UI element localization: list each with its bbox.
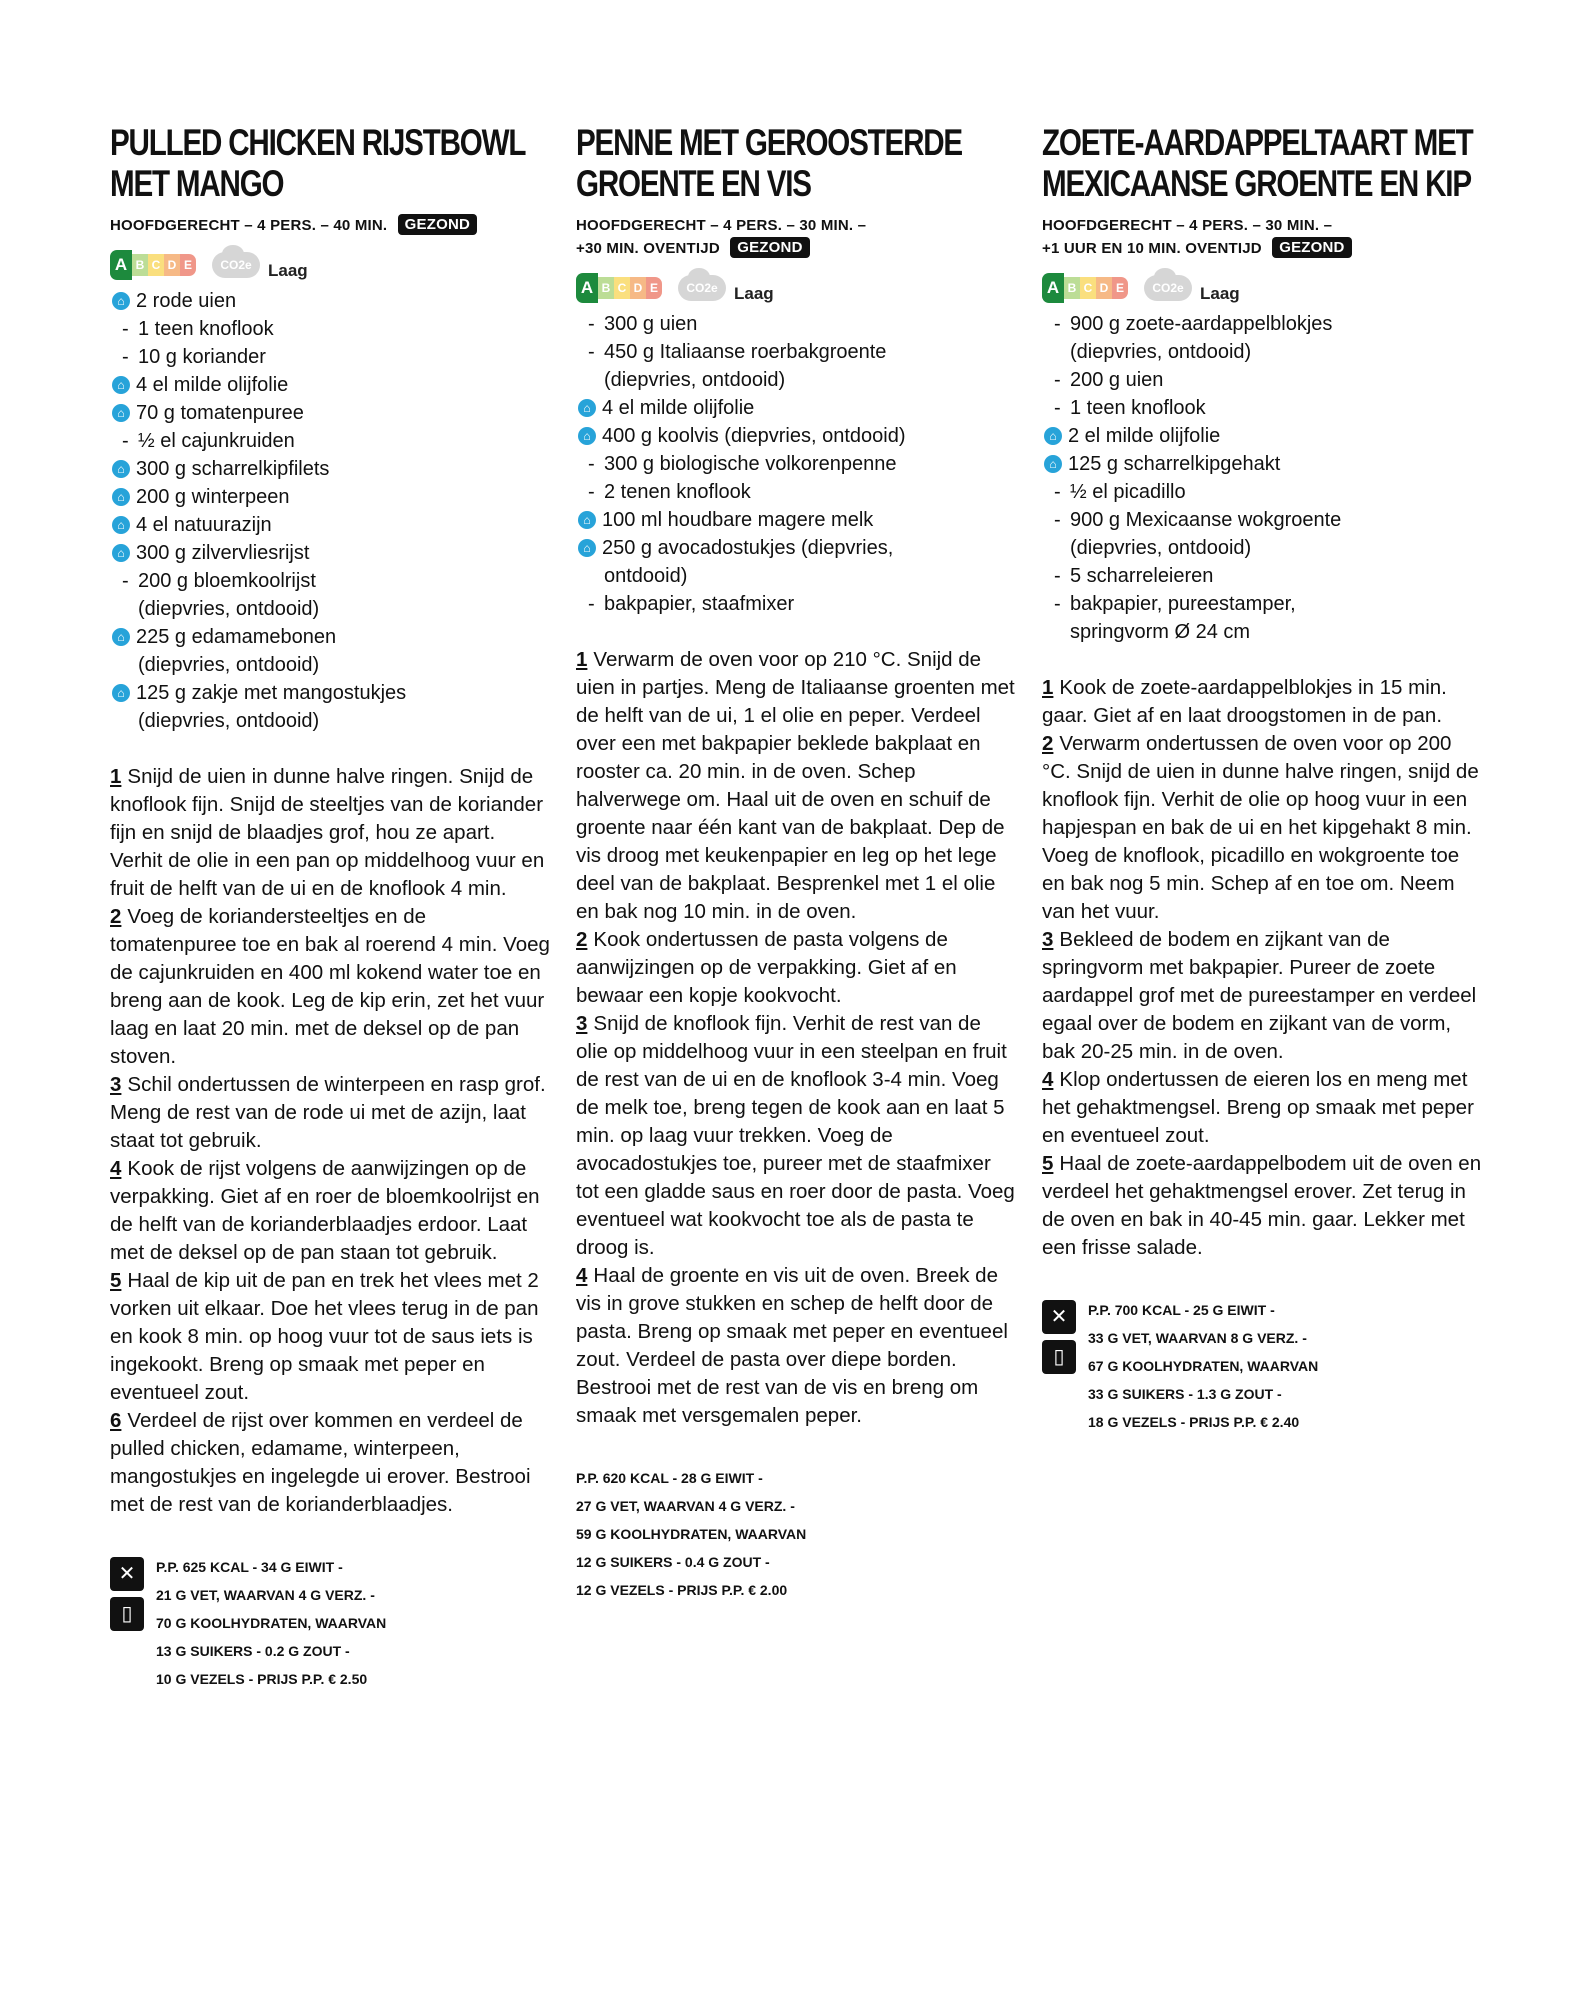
co2-value: Laag	[268, 261, 308, 280]
dash-marker: -	[1054, 565, 1061, 587]
leaf-icon: ⌂	[112, 628, 130, 646]
ingredient-item	[110, 287, 550, 315]
step-text: Klop ondertussen de eieren los en meng met het gehaktmengsel. Breng op smaak met peper en eventueel zout.	[1042, 1068, 1474, 1147]
nutrition-line: 67 G KOOLHYDRATEN, WAARVAN	[1088, 1358, 1319, 1374]
dash-marker: -	[588, 593, 595, 615]
ingredient-item	[576, 534, 1016, 562]
ingredient-item	[110, 623, 550, 651]
step-list	[110, 763, 550, 1519]
step	[1042, 730, 1482, 926]
nutri-score-e: E	[646, 277, 662, 299]
nutrition-line: P.P. 625 KCAL - 34 G EIWIT -	[156, 1559, 343, 1575]
recipe-column-3	[1042, 122, 1482, 1436]
ingredient-item	[576, 562, 1016, 590]
meta-line-2: +1 UUR EN 10 MIN. OVENTIJD	[1042, 240, 1262, 257]
ingredient-item	[1042, 590, 1482, 618]
ingredient-item	[110, 595, 550, 623]
step-text: Kook de zoete-aardappelblokjes in 15 min. gaar. Giet af en laat droogstomen in de pan.	[1042, 676, 1447, 727]
ingredient-text: 400 g koolvis (diepvries, ontdooid)	[602, 425, 906, 447]
nutrition-line: 12 G VEZELS - PRIJS P.P. € 2.00	[576, 1582, 788, 1598]
ingredient-item	[110, 511, 550, 539]
nutri-score-a: A	[1042, 273, 1064, 303]
ingredient-text: 200 g winterpeen	[136, 486, 290, 508]
ingredient-item	[110, 707, 550, 735]
ingredient-item	[110, 567, 550, 595]
ingredient-item	[576, 450, 1016, 478]
step-number: 3	[576, 1012, 588, 1035]
ingredient-item	[1042, 338, 1482, 366]
ingredient-text: 450 g Italiaanse roerbakgroente	[604, 341, 887, 363]
ingredient-item	[576, 338, 1016, 366]
nutrition-info	[110, 1553, 550, 1693]
meta-line-1: HOOFDGERECHT – 4 PERS. – 30 MIN. –	[576, 217, 867, 234]
nutri-score-a: A	[576, 273, 598, 303]
score-row	[576, 270, 1016, 306]
ingredient-item	[110, 371, 550, 399]
step	[576, 1010, 1016, 1262]
ingredient-item	[110, 455, 550, 483]
ingredient-item	[1042, 366, 1482, 394]
step-number: 4	[576, 1264, 588, 1287]
nutrition-line: 70 G KOOLHYDRATEN, WAARVAN	[156, 1615, 387, 1631]
step-number: 2	[576, 928, 588, 951]
nutri-score-b: B	[1064, 277, 1080, 299]
step-number: 3	[110, 1073, 122, 1096]
step-number: 1	[1042, 676, 1054, 699]
ingredient-list	[1042, 310, 1482, 646]
no-lactose-icon: ▯	[110, 1597, 144, 1631]
dash-marker: -	[588, 453, 595, 475]
leaf-icon: ⌂	[578, 399, 596, 417]
nutrition-line: 10 G VEZELS - PRIJS P.P. € 2.50	[156, 1671, 368, 1687]
ingredient-text: ½ el cajunkruiden	[138, 430, 295, 452]
ingredient-item	[110, 679, 550, 707]
ingredient-text: 300 g zilvervliesrijst	[136, 542, 310, 564]
step-text: Haal de zoete-aardappelbodem uit de oven en verdeel het gehaktmengsel erover. Zet terug in de oven en bak in 40-45 min. gaar. Lekker met een frisse salade.	[1042, 1152, 1482, 1259]
step-text: Verwarm de oven voor op 210 °C. Snijd de uien in partjes. Meng de Italiaanse groenten met de helft van de ui, 1 el olie en peper. Verdeel over een met bakpapier beklede bakplaat en rooster ca. 20 min. in de oven. Schep halverwege om. Haal uit de oven en schuif de groente naar één kant van de bakplaat. Dep de vis droog met keukenpapier en leg op het lege deel van de bakplaat. Besprenkel met 1 el olie en bak nog 10 min. in de oven.	[576, 648, 1015, 923]
ingredient-text: (diepvries, ontdooid)	[138, 654, 320, 676]
ingredient-item	[110, 343, 550, 371]
ingredient-text: 2 el milde olijfolie	[1068, 425, 1221, 447]
ingredient-text: 10 g koriander	[138, 346, 266, 368]
nutri-score-e: E	[180, 254, 196, 276]
nutrition-line: 33 G VET, WAARVAN 8 G VERZ. -	[1088, 1330, 1307, 1346]
ingredient-text: 4 el milde olijfolie	[602, 397, 755, 419]
dash-marker: -	[122, 318, 129, 340]
leaf-icon: ⌂	[112, 488, 130, 506]
ingredient-item	[1042, 618, 1482, 646]
ingredient-item	[1042, 394, 1482, 422]
ingredient-text: ontdooid)	[604, 565, 688, 587]
ingredient-item	[576, 422, 1016, 450]
ingredient-text: 125 g zakje met mangostukjes	[136, 682, 407, 704]
meta-line-2: +30 MIN. OVENTIJD	[576, 240, 720, 257]
dash-marker: -	[1054, 481, 1061, 503]
nutri-score-d: D	[1096, 277, 1112, 299]
step-text: Bekleed de bodem en zijkant van de springvorm met bakpapier. Pureer de zoete aardappel grof met de pureestamper en verdeel egaal over de bodem en zijkant van de vorm, bak 20-25 min. in de oven.	[1042, 928, 1477, 1063]
nutri-score-c: C	[148, 254, 164, 276]
recipe-title	[1042, 122, 1474, 204]
ingredient-text: 200 g bloemkoolrijst	[138, 570, 316, 592]
ingredient-item	[110, 427, 550, 455]
step	[110, 903, 550, 1071]
ingredient-text: 225 g edamamebonen	[136, 626, 337, 648]
nutri-score-c: C	[1080, 277, 1096, 299]
recipe-meta	[576, 214, 1016, 260]
ingredient-text: (diepvries, ontdooid)	[138, 598, 320, 620]
dash-marker: -	[588, 481, 595, 503]
ingredient-text: 200 g uien	[1070, 369, 1164, 391]
nutri-score-d: D	[164, 254, 180, 276]
step-text: Haal de groente en vis uit de oven. Breek de vis in grove stukken en schep de helft door de pasta. Breng op smaak met peper en eventueel zout. Verdeel de pasta over diepe borden. Bestrooi met de rest van de vis en breng om smaak met versgemalen peper.	[576, 1264, 1008, 1427]
no-gluten-icon: ✕	[1042, 1300, 1076, 1334]
leaf-icon: ⌂	[1044, 427, 1062, 445]
ingredient-text: (diepvries, ontdooid)	[138, 710, 320, 732]
ingredient-item	[576, 394, 1016, 422]
step-number: 5	[1042, 1152, 1054, 1175]
step-text: Verdeel de rijst over kommen en verdeel de pulled chicken, edamame, winterpeen, mangostukjes en ingelegde ui erover. Bestrooi met de rest van de korianderblaadjes.	[110, 1409, 531, 1516]
nutri-score-b: B	[598, 277, 614, 299]
step-number: 4	[110, 1157, 122, 1180]
ingredient-text: springvorm Ø 24 cm	[1070, 621, 1251, 643]
dash-marker: -	[1054, 397, 1061, 419]
step-number: 6	[110, 1409, 122, 1432]
step	[1042, 926, 1482, 1066]
meta-line-1: HOOFDGERECHT – 4 PERS. – 40 MIN.	[110, 217, 388, 234]
dash-marker: -	[1054, 369, 1061, 391]
ingredient-text: 1 teen knoflook	[138, 318, 274, 340]
ingredient-item	[1042, 478, 1482, 506]
title-line-2: GROENTE EN VIS	[576, 163, 811, 204]
step-text: Verwarm ondertussen de oven voor op 200 °C. Snijd de uien in dunne halve ringen, snijd de knoflook fijn. Verhit de olie op hoog vuur in een hapjespan en bak de ui en het kipgehakt 8 min. Voeg de knoflook, picadillo en wokgroente toe en bak nog 5 min. Schep af en toe om. Neem van het vuur.	[1042, 732, 1479, 923]
nutrition-line: 13 G SUIKERS - 0.2 G ZOUT -	[156, 1643, 350, 1659]
ingredient-item	[1042, 450, 1482, 478]
nutri-score	[110, 250, 196, 280]
nutrition-line: P.P. 620 KCAL - 28 G EIWIT -	[576, 1470, 763, 1486]
nutri-score-a: A	[110, 250, 132, 280]
nutri-score-e: E	[1112, 277, 1128, 299]
step	[110, 763, 550, 903]
step-number: 1	[576, 648, 588, 671]
recipe-column-2	[576, 122, 1016, 1604]
leaf-icon: ⌂	[578, 427, 596, 445]
ingredient-item	[1042, 310, 1482, 338]
ingredient-text: bakpapier, staafmixer	[604, 593, 795, 615]
nutri-score	[576, 273, 662, 303]
ingredient-text: (diepvries, ontdooid)	[1070, 537, 1252, 559]
nutrition-line: 27 G VET, WAARVAN 4 G VERZ. -	[576, 1498, 795, 1514]
step-text: Snijd de uien in dunne halve ringen. Snijd de knoflook fijn. Snijd de steeltjes van de koriander fijn en snijd de blaadjes grof, hou ze apart. Verhit de olie in een pan op middelhoog vuur en fruit de helft van de ui en de knoflook 4 min.	[110, 765, 545, 900]
ingredient-text: 125 g scharrelkipgehakt	[1068, 453, 1281, 475]
step	[576, 926, 1016, 1010]
nutrition-line: 21 G VET, WAARVAN 4 G VERZ. -	[156, 1587, 375, 1603]
leaf-icon: ⌂	[112, 516, 130, 534]
leaf-icon: ⌂	[578, 511, 596, 529]
ingredient-item	[576, 590, 1016, 618]
ingredient-item	[1042, 422, 1482, 450]
step-number: 5	[110, 1269, 122, 1292]
step-number: 4	[1042, 1068, 1054, 1091]
ingredient-text: 2 rode uien	[136, 290, 237, 312]
co2-cloud-icon: CO2e	[212, 252, 260, 278]
step-number: 1	[110, 765, 122, 788]
step	[576, 1262, 1016, 1430]
co2-cloud-icon: CO2e	[678, 275, 726, 301]
nutri-score-d: D	[630, 277, 646, 299]
step-number: 2	[1042, 732, 1054, 755]
dash-marker: -	[1054, 593, 1061, 615]
leaf-icon: ⌂	[578, 539, 596, 557]
ingredient-text: (diepvries, ontdooid)	[604, 369, 786, 391]
ingredient-item	[110, 483, 550, 511]
nutrition-line: 12 G SUIKERS - 0.4 G ZOUT -	[576, 1554, 770, 1570]
ingredient-item	[576, 310, 1016, 338]
ingredient-text: 5 scharreleieren	[1070, 565, 1214, 587]
leaf-icon: ⌂	[112, 684, 130, 702]
ingredient-list	[110, 287, 550, 735]
score-row	[110, 247, 550, 283]
ingredient-item	[576, 506, 1016, 534]
title-line-2: MET MANGO	[110, 163, 284, 204]
ingredient-item	[110, 539, 550, 567]
step	[1042, 674, 1482, 730]
step-text: Kook ondertussen de pasta volgens de aanwijzingen op de verpakking. Giet af en bewaar een kopje kookvocht.	[576, 928, 957, 1007]
nutri-score	[1042, 273, 1128, 303]
step	[110, 1267, 550, 1407]
leaf-icon: ⌂	[112, 376, 130, 394]
ingredient-text: 70 g tomatenpuree	[136, 402, 304, 424]
dash-marker: -	[122, 346, 129, 368]
ingredient-text: 4 el natuurazijn	[136, 514, 272, 536]
step	[110, 1071, 550, 1155]
dash-marker: -	[1054, 313, 1061, 335]
healthy-badge: GEZOND	[730, 237, 809, 258]
step-text: Kook de rijst volgens de aanwijzingen op de verpakking. Giet af en roer de bloemkoolrijst en de helft van de korianderblaadjes erdoor. Laat met de deksel op de pan staan tot gebruik.	[110, 1157, 540, 1264]
step	[110, 1155, 550, 1267]
recipe-title	[576, 122, 1008, 204]
ingredient-item	[576, 478, 1016, 506]
leaf-icon: ⌂	[112, 544, 130, 562]
nutrition-info	[576, 1464, 1016, 1604]
dash-marker: -	[1054, 509, 1061, 531]
ingredient-text: 900 g Mexicaanse wokgroente	[1070, 509, 1342, 531]
no-gluten-icon: ✕	[110, 1557, 144, 1591]
ingredient-text: 4 el milde olijfolie	[136, 374, 289, 396]
nutri-score-b: B	[132, 254, 148, 276]
leaf-icon: ⌂	[1044, 455, 1062, 473]
nutrition-line: 33 G SUIKERS - 1.3 G ZOUT -	[1088, 1386, 1282, 1402]
step-text: Schil ondertussen de winterpeen en rasp grof. Meng de rest van de rode ui met de azijn, laat staat tot gebruik.	[110, 1073, 546, 1152]
ingredient-item	[1042, 562, 1482, 590]
step	[576, 646, 1016, 926]
ingredient-item	[576, 366, 1016, 394]
step-text: Haal de kip uit de pan en trek het vlees met 2 vorken uit elkaar. Doe het vlees terug in de pan en kook 8 min. op hoog vuur tot de saus iets is ingekookt. Breng op smaak met peper en eventueel zout.	[110, 1269, 539, 1404]
nutri-score-c: C	[614, 277, 630, 299]
ingredient-text: 1 teen knoflook	[1070, 397, 1206, 419]
co2-value: Laag	[1200, 284, 1240, 303]
title-line-1: PULLED CHICKEN RIJSTBOWL	[110, 122, 526, 163]
recipe-meta	[1042, 214, 1482, 260]
nutrition-line: 18 G VEZELS - PRIJS P.P. € 2.40	[1088, 1414, 1300, 1430]
healthy-badge: GEZOND	[398, 214, 477, 235]
nutrition-info	[1042, 1296, 1482, 1436]
step-text: Snijd de knoflook fijn. Verhit de rest van de olie op middelhoog vuur in een steelpan en fruit de rest van de ui en de knoflook 3-4 min. Voeg de melk toe, breng tegen de kook aan en laat 5 min. op laag vuur trekken. Voeg de avocadostukjes toe, pureer met de staafmixer tot een gladde saus en roer door de pasta. Voeg eventueel wat kookvocht toe als de pasta te droog is.	[576, 1012, 1015, 1259]
ingredient-item	[110, 399, 550, 427]
ingredient-item	[110, 315, 550, 343]
dash-marker: -	[588, 341, 595, 363]
step-number: 2	[110, 905, 122, 928]
ingredient-text: 100 ml houdbare magere melk	[602, 509, 874, 531]
recipe-column-1	[110, 122, 550, 1693]
leaf-icon: ⌂	[112, 292, 130, 310]
ingredient-text: 250 g avocadostukjes (diepvries,	[602, 537, 894, 559]
co2-cloud-icon: CO2e	[1144, 275, 1192, 301]
leaf-icon: ⌂	[112, 460, 130, 478]
ingredient-text: 2 tenen knoflook	[604, 481, 751, 503]
step-number: 3	[1042, 928, 1054, 951]
healthy-badge: GEZOND	[1272, 237, 1351, 258]
no-lactose-icon: ▯	[1042, 1340, 1076, 1374]
co2-value: Laag	[734, 284, 774, 303]
step	[1042, 1150, 1482, 1262]
step-list	[1042, 674, 1482, 1262]
ingredient-item	[1042, 534, 1482, 562]
ingredient-list	[576, 310, 1016, 618]
ingredient-text: 300 g biologische volkorenpenne	[604, 453, 897, 475]
nutrition-line: 59 G KOOLHYDRATEN, WAARVAN	[576, 1526, 807, 1542]
recipe-title	[110, 122, 542, 204]
ingredient-text: 300 g scharrelkipfilets	[136, 458, 330, 480]
ingredient-text: 300 g uien	[604, 313, 698, 335]
ingredient-item	[110, 651, 550, 679]
step-text: Voeg de koriandersteeltjes en de tomatenpuree toe en bak al roerend 4 min. Voeg de cajunkruiden en 400 ml kokend water toe en breng aan de kook. Leg de kip erin, zet het vuur laag en laat 20 min. met de deksel op de pan stoven.	[110, 905, 550, 1068]
title-line-1: PENNE MET GEROOSTERDE	[576, 122, 962, 163]
recipe-meta	[110, 214, 550, 237]
dash-marker: -	[122, 570, 129, 592]
title-line-1: ZOETE-AARDAPPELTAART MET	[1042, 122, 1473, 163]
step-list	[576, 646, 1016, 1430]
ingredient-text: 900 g zoete-aardappelblokjes	[1070, 313, 1333, 335]
step	[110, 1407, 550, 1519]
meta-line-1: HOOFDGERECHT – 4 PERS. – 30 MIN. –	[1042, 217, 1333, 234]
ingredient-text: (diepvries, ontdooid)	[1070, 341, 1252, 363]
title-line-2: MEXICAANSE GROENTE EN KIP	[1042, 163, 1471, 204]
diet-icons	[110, 1557, 144, 1637]
step	[1042, 1066, 1482, 1150]
nutrition-line: P.P. 700 KCAL - 25 G EIWIT -	[1088, 1302, 1275, 1318]
leaf-icon: ⌂	[112, 404, 130, 422]
score-row	[1042, 270, 1482, 306]
diet-icons	[1042, 1300, 1076, 1380]
ingredient-text: bakpapier, pureestamper,	[1070, 593, 1296, 615]
dash-marker: -	[122, 430, 129, 452]
ingredient-item	[1042, 506, 1482, 534]
ingredient-text: ½ el picadillo	[1070, 481, 1186, 503]
dash-marker: -	[588, 313, 595, 335]
